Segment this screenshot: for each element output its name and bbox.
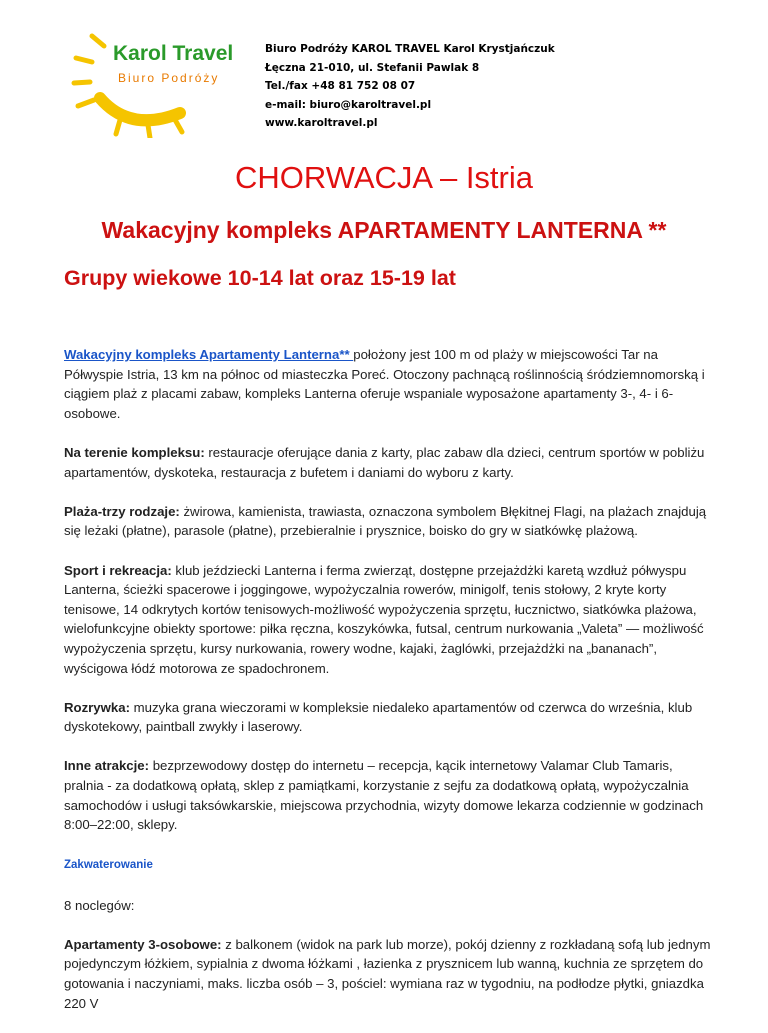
main-content <box>64 345 714 1033</box>
contact-website: www.karoltravel.pl <box>265 117 378 129</box>
section-label: Na terenie kompleksu: <box>64 444 205 460</box>
age-groups-heading: Grupy wiekowe 10-14 lat oraz 15-19 lat <box>64 266 456 290</box>
logo-subtitle-text: Biuro Podróży <box>118 71 220 85</box>
intro-text: położony jest 100 m od plaży w miejscowości Tar na Półwyspie Istria, 13 km na północ od miasteczka Poreć. Otoczony pachnącą roślinnością śródziemnomorską i ciągiem plaż z placami zabaw, kompleks Lanterna oferuje wspaniale wyposażone apartamenty 3-, 4- i 6-osobowe. <box>64 347 705 421</box>
section-paragraph <box>64 561 714 679</box>
contact-email: e-mail: biuro@karoltravel.pl <box>265 98 432 111</box>
section-paragraph <box>64 698 714 737</box>
section-paragraph <box>64 502 714 541</box>
logo-brand-text: Karol Travel <box>113 42 234 65</box>
apartment-text: z balkonem (widok na park lub morze), pokój dzienny z rozkładaną sofą lub jednym pojedynczym łóżkiem, sypialnia z dwoma łóżkami , łazienka z prysznicem lub wanną, kuchnia ze sprzętem do gotowania i naczyniami, maks. liczba osób – 3, pościel: wymiana raz w tygodniu, na podłodze płytki, gniazdka 220 V <box>64 936 711 1011</box>
section-text: żwirowa, kamienista, trawiasta, oznaczona symbolem Błękitnej Flagi, na plażach znajdują się leżaki (płatne), parasole (płatne), przebieralnie i prysznice, boisko do gry w siatkówkę plażową. <box>64 503 707 539</box>
accommodation-heading <box>64 854 714 876</box>
nights-text: 8 noclegów: <box>64 897 135 913</box>
intro-paragraph <box>64 345 714 423</box>
sun-logo-icon <box>70 28 250 138</box>
section-text: restauracje oferujące dania z karty, plac zabaw dla dzieci, centrum sportów w pobliżu apartamentów, dyskoteka, restauracja z bufetem i daniami do wyboru z karty. <box>64 444 705 480</box>
section-label: Sport i rekreacja: <box>64 562 172 578</box>
section-text: bezprzewodowy dostęp do internetu – recepcja, kącik internetowy Valamar Club Tamaris, pralnia - za dodatkową opłatą, sklep z pamiątkami, korzystanie z sejfu za dodatkową opłatą, wypożyczalnia samochodów i usługi taksówkarskie, miejscowa przychodnia, wizyty domowe lekarza codziennie w godzinach 8:00–22:00, sklepy. <box>64 758 704 833</box>
intro-link[interactable]: Wakacyjny kompleks Apartamenty Lanterna** <box>64 347 354 362</box>
contact-block <box>265 40 555 133</box>
section-label: Inne atrakcje: <box>64 758 150 774</box>
section-text: klub jeździecki Lanterna i ferma zwierząt, dostępne przejażdżki karetą wzdłuż półwyspu Lanterna, ścieżki spacerowe i joggingowe, wypożyczalnia rowerów, minigolf, tenis stołowy, 2 kryte korty tenisowe, 14 odkrytych kortów tenisowych-możliwość wypożyczenia sprzętu, łucznictwo, siatkówka plażowa, wielofunkcyjne obiekty sportowe: piłka ręczna, koszykówka, futsal, centrum nurkowania „Valeta” — możliwość wypożyczenia sprzętu, kursy nurkowania, rowery wodne, kajaki, żaglówki, przejażdżki na „bananach”, wyścigowa łódź motorowa ze spadochronem. <box>64 562 704 676</box>
section-text: muzyka grana wieczorami w kompleksie niedaleko apartamentów od czerwca do września, klub dyskotekowy, paintball zwykły i laserowy. <box>64 699 693 735</box>
company-logo <box>70 28 250 138</box>
section-paragraph <box>64 756 714 834</box>
apartment-paragraph <box>64 935 714 1013</box>
page-subtitle: Wakacyjny kompleks APARTAMENTY LANTERNA ** <box>101 217 667 243</box>
accommodation-heading-text: Zakwaterowanie <box>64 859 153 872</box>
contact-address: Łęczna 21-010, ul. Stefanii Pawlak 8 <box>265 61 480 74</box>
section-label: Plaża-trzy rodzaje: <box>64 503 180 519</box>
contact-phone: Tel./fax +48 81 752 08 07 <box>265 80 416 92</box>
apartment-label: Apartamenty 3-osobowe: <box>64 936 222 952</box>
section-paragraph <box>64 443 714 482</box>
page-title: CHORWACJA – Istria <box>235 160 533 195</box>
section-label: Rozrywka: <box>64 699 130 715</box>
contact-company: Biuro Podróży KAROL TRAVEL Karol Krystjańczuk <box>265 43 555 55</box>
